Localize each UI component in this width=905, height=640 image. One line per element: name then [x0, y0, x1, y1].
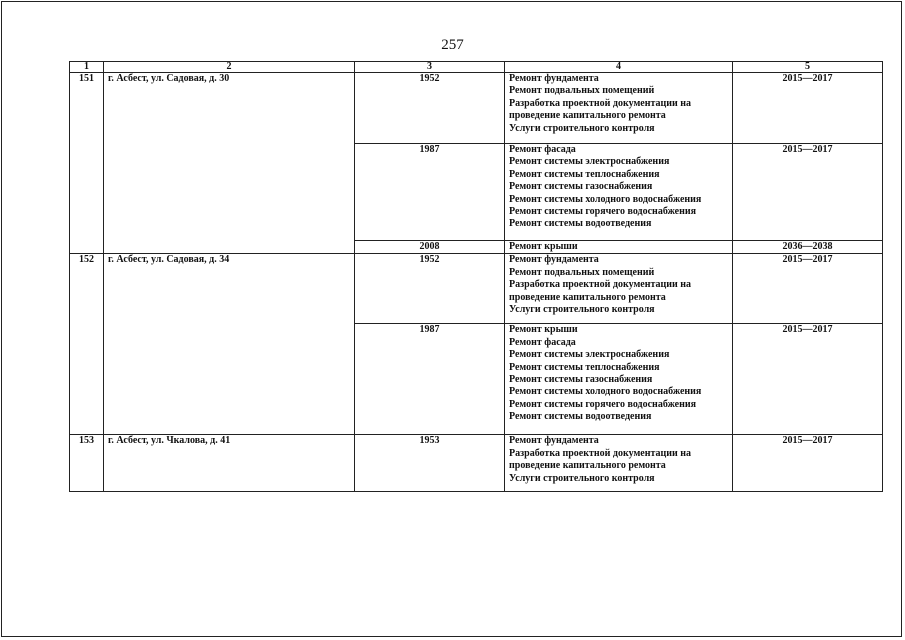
table-row — [70, 435, 883, 492]
repair-period: 2015—2017 — [733, 324, 883, 435]
work-item: Ремонт системы водоотведения — [509, 218, 652, 230]
repair-period: 2036—2038 — [733, 241, 883, 254]
work-item: Ремонт подвальных помещений — [509, 266, 655, 278]
header-col-4: 4 — [505, 62, 733, 73]
build-year: 1953 — [355, 435, 505, 492]
works-cell — [505, 241, 733, 254]
work-item: проведение капитального ремонта — [509, 291, 666, 303]
table-row — [70, 254, 883, 324]
building-address: г. Асбест, ул. Чкалова, д. 41 — [104, 435, 355, 492]
work-item: Ремонт крыши — [509, 324, 578, 336]
work-item: Услуги строительного контроля — [509, 472, 655, 484]
work-item: Разработка проектной документации на — [509, 97, 692, 109]
repair-period: 2015—2017 — [733, 144, 883, 241]
build-year: 1987 — [355, 324, 505, 435]
work-item: Ремонт фундамента — [509, 435, 599, 447]
work-item: Ремонт системы холодного водоснабжения — [509, 386, 702, 398]
header-col-5: 5 — [733, 62, 883, 73]
header-col-3: 3 — [355, 62, 505, 73]
row-number: 151 — [70, 73, 104, 254]
works-cell — [505, 254, 733, 324]
work-item: Ремонт фасада — [509, 336, 576, 348]
work-item: Ремонт системы теплоснабжения — [509, 361, 660, 373]
work-item: Ремонт фасада — [509, 144, 576, 155]
repair-period: 2015—2017 — [733, 254, 883, 324]
table-row — [70, 73, 883, 144]
work-item: Ремонт системы теплоснабжения — [509, 168, 660, 180]
work-item: Ремонт системы водоотведения — [509, 411, 652, 423]
row-number: 153 — [70, 435, 104, 492]
works-cell — [505, 73, 733, 144]
work-item: Ремонт системы газоснабжения — [509, 374, 653, 386]
page-number: 257 — [441, 37, 464, 53]
work-item: Ремонт фундамента — [509, 254, 599, 266]
work-item: проведение капитального ремонта — [509, 460, 666, 472]
work-item: Ремонт системы горячего водоснабжения — [509, 398, 697, 410]
building-address: г. Асбест, ул. Садовая, д. 34 — [104, 254, 355, 435]
header-row — [70, 62, 883, 73]
building-address: г. Асбест, ул. Садовая, д. 30 — [104, 73, 355, 254]
repair-period: 2015—2017 — [733, 435, 883, 492]
work-item: Услуги строительного контроля — [509, 304, 655, 316]
row-number: 152 — [70, 254, 104, 435]
work-item: Ремонт системы электроснабжения — [509, 349, 670, 361]
header-col-2: 2 — [104, 62, 355, 73]
works-cell — [505, 435, 733, 492]
work-item: Ремонт системы холодного водоснабжения — [509, 193, 702, 205]
work-item: Ремонт системы горячего водоснабжения — [509, 206, 697, 218]
work-item: Ремонт подвальных помещений — [509, 85, 655, 97]
works-cell — [505, 324, 733, 435]
work-item: Ремонт системы электроснабжения — [509, 156, 670, 168]
header-col-1: 1 — [70, 62, 104, 73]
build-year: 1952 — [355, 73, 505, 144]
build-year: 1987 — [355, 144, 505, 241]
works-cell — [505, 144, 733, 241]
build-year: 1952 — [355, 254, 505, 324]
work-item: Разработка проектной документации на — [509, 279, 692, 291]
work-item: Разработка проектной документации на — [509, 447, 692, 459]
work-item: Услуги строительного контроля — [509, 122, 655, 134]
repair-schedule-table — [69, 61, 883, 492]
work-item: проведение капитального ремонта — [509, 110, 666, 122]
build-year: 2008 — [355, 241, 505, 254]
work-item: Ремонт фундамента — [509, 73, 599, 84]
repair-period: 2015—2017 — [733, 73, 883, 144]
work-item: Ремонт крыши — [509, 241, 578, 252]
work-item: Ремонт системы газоснабжения — [509, 181, 653, 193]
